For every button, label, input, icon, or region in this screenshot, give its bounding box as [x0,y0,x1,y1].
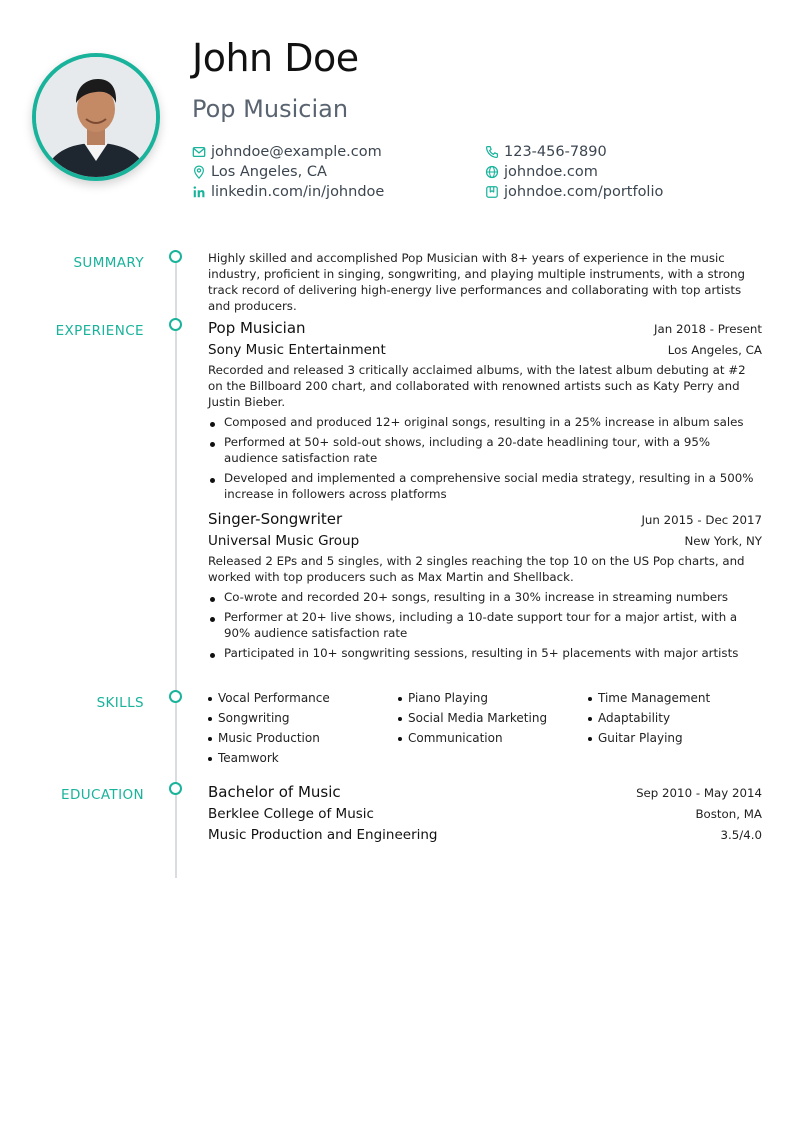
contact-portfolio[interactable] [485,182,663,202]
job-title: Singer-Songwriter [208,510,343,528]
website-text: johndoe.com [504,164,598,180]
phone-icon [485,145,499,159]
skill-item: Piano Playing [398,690,588,706]
job-entry [208,319,762,506]
candidate-role: Pop Musician [192,95,349,123]
linkedin-text: linkedin.com/in/johndoe [211,184,385,200]
skills-list [208,690,762,766]
education-dates: Sep 2010 - May 2014 [636,786,762,800]
globe-icon [485,165,499,179]
skill-item: Songwriting [208,710,398,726]
timeline-dot-experience [169,318,182,331]
skill-item: Guitar Playing [588,730,762,746]
phone-text: 123-456-7890 [504,144,607,160]
skill-item: Vocal Performance [208,690,398,706]
job-bullet: Participated in 10+ songwriting sessions, resulting in 5+ placements with major artists [208,645,762,661]
job-location: Los Angeles, CA [667,343,762,357]
job-bullet: Composed and produced 12+ original songs, resulting in a 25% increase in album sales [208,414,762,430]
job-dates: Jan 2018 - Present [654,322,762,336]
job-bullet: Co-wrote and recorded 20+ songs, resulting in a 30% increase in streaming numbers [208,589,762,605]
contact-website[interactable] [485,162,598,182]
candidate-name: John Doe [192,36,359,80]
job-company: Sony Music Entertainment [208,342,386,358]
degree-title: Bachelor of Music [208,783,341,801]
job-company: Universal Music Group [208,533,360,549]
section-title-skills: SKILLS [96,695,144,711]
job-entry [208,510,762,665]
school-name: Berklee College of Music [208,806,374,822]
job-bullet: Performer at 20+ live shows, including a 10-date support tour for a major artist, with a 90% audience satisfaction rate [208,609,762,641]
portfolio-icon [485,185,499,199]
education-entry [208,783,762,843]
skill-item: Adaptability [588,710,762,726]
timeline-dot-skills [169,690,182,703]
timeline-dot-education [169,782,182,795]
gpa: 3.5/4.0 [720,828,762,842]
contact-location [192,162,327,182]
timeline-dot-summary [169,250,182,263]
job-bullet: Performed at 50+ sold-out shows, including a 20-date headlining tour, with a 95% audience satisfaction rate [208,434,762,466]
skill-item: Time Management [588,690,762,706]
section-title-experience: EXPERIENCE [55,323,144,339]
profile-photo [32,53,160,181]
skill-item: Communication [398,730,588,746]
field-of-study: Music Production and Engineering [208,827,438,843]
skill-item: Social Media Marketing [398,710,588,726]
school-location: Boston, MA [695,807,762,821]
mail-icon [192,145,206,159]
email-text: johndoe@example.com [211,144,382,160]
job-location: New York, NY [684,534,762,548]
job-title: Pop Musician [208,319,306,337]
contact-phone[interactable] [485,142,607,162]
skill-item: Music Production [208,730,398,746]
job-bullet: Developed and implemented a comprehensive social media strategy, resulting in a 500% increase in followers across platforms [208,470,762,502]
summary-text: Highly skilled and accomplished Pop Musician with 8+ years of experience in the music industry, proficient in singing, songwriting, and playing multiple instruments, with a strong track record of delivering high-energy live performances and collaborating with top artists and producers. [208,251,746,313]
section-title-summary: SUMMARY [73,255,144,271]
contact-linkedin[interactable] [192,182,384,202]
contact-email[interactable] [192,142,382,162]
job-dates: Jun 2015 - Dec 2017 [641,513,762,527]
job-description: Recorded and released 3 critically acclaimed albums, with the latest album debuting at #2 on the Billboard 200 chart, and collaborated with renowned artists such as Katy Perry and Justin Bieber. [208,363,746,409]
location-text: Los Angeles, CA [211,164,327,180]
job-description: Released 2 EPs and 5 singles, with 2 singles reaching the top 10 on the US Pop charts, and worked with top producers such as Max Martin and Shellback. [208,554,745,584]
map-pin-icon [192,165,206,179]
section-title-education: EDUCATION [61,787,144,803]
skill-item: Teamwork [208,750,398,766]
portfolio-text: johndoe.com/portfolio [504,184,664,200]
linkedin-icon [192,185,206,199]
